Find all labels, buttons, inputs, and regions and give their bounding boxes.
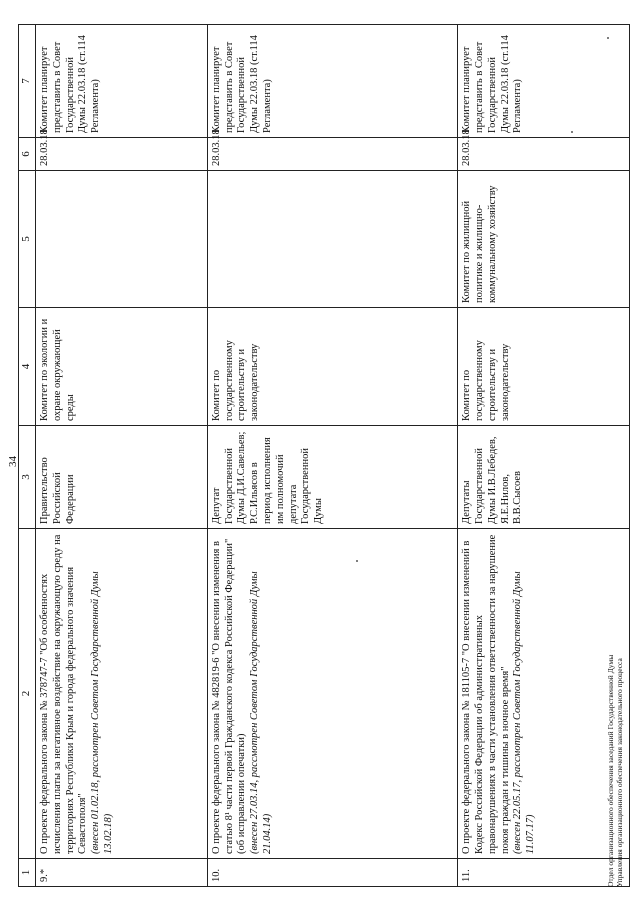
co-committee-cell (36, 171, 208, 308)
page-number: 34 (7, 456, 19, 467)
row-number: 9.* (36, 859, 208, 887)
scan-speck (356, 560, 358, 562)
date-cell: 28.03.18 (207, 138, 457, 171)
initiator-cell: Депутат Государственной Думы Д.И.Савельев; Р.С.Ильясов в период исполнения им полномочий депутата Государственной Думы (207, 426, 457, 529)
row-number: 10. (207, 859, 457, 887)
co-committee-cell: Комитет по жилищной политике и жилищно-коммунальному хозяйству (458, 171, 630, 308)
bill-title: О проекте федерального закона № 378747-7 "Об особенностях исчисления платы за негативное воздействие на окружающую среду на территориях Республики Крым и города федерального значения Севастополя" (39, 534, 89, 854)
bill-cell (36, 529, 208, 859)
table-row (458, 25, 630, 887)
table-row (207, 25, 457, 887)
page-footer (606, 655, 625, 887)
scan-speck (607, 37, 609, 39)
header-cell-4: 4 (19, 308, 36, 426)
footer-line-2: Управления организационного обеспечения законодательного процесса (615, 658, 625, 887)
committee-cell: Комитет по государственному строительству и законодательству (207, 308, 457, 426)
bill-note: (внесен 01.02.18, рассмотрен Советом Государственной Думы 13.02.18) (90, 571, 114, 854)
bills-table (18, 24, 630, 887)
initiator-cell: Депутаты Государственной Думы И.В.Лебедев, Я.Е.Нилов, В.В.Сысоев (458, 426, 630, 529)
committee-cell: Комитет по экологии и охране окружающей среды (36, 308, 208, 426)
scan-speck (571, 131, 573, 133)
header-cell-2: 2 (19, 529, 36, 859)
bill-note: (внесен 22.05.17, рассмотрен Советом Государственной Думы 11.07.17) (512, 571, 537, 854)
table-row (36, 25, 208, 887)
decision-cell: Комитет планирует представить в Совет Государственной Думы 22.03.18 (ст.114 Регламента) (458, 25, 630, 138)
footer-line-1: Отдел организационного обеспечения заседаний Государственной Думы (606, 654, 615, 887)
header-cell-5: 5 (19, 171, 36, 308)
header-cell-3: 3 (19, 426, 36, 529)
header-row (19, 25, 36, 887)
bill-title: О проекте федерального закона № 482819-6 "О внесении изменения в статью 8¹ части первой Гражданского кодекса Российской Федерации" (об исправлении опечатки) (210, 538, 248, 854)
date-cell: 28.03.18 (458, 138, 630, 171)
bill-cell (207, 529, 457, 859)
date-cell: 28.03.18 (36, 138, 208, 171)
bill-cell (458, 529, 630, 859)
bill-note: (внесен 27.03.14, рассмотрен Советом Государственной Думы 21.04.14) (249, 571, 273, 854)
decision-cell: Комитет планирует представить в Совет Государственной Думы 22.03.18 (ст.114 Регламента) (207, 25, 457, 138)
bill-title: О проекте федерального закона № 181105-7 "О внесении изменений в Кодекс Российской Федерации об административных правонарушениях в части установления ответственности за нарушение покоя граждан и тишины в ночное время" (461, 534, 511, 854)
initiator-cell: Правительство Российской Федерации (36, 426, 208, 529)
header-cell-7: 7 (19, 25, 36, 138)
committee-cell: Комитет по государственному строительству и законодательству (458, 308, 630, 426)
header-cell-1: 1 (19, 859, 36, 887)
co-committee-cell (207, 171, 457, 308)
header-cell-6: 6 (19, 138, 36, 171)
decision-cell: Комитет планирует представить в Совет Государственной Думы 22.03.18 (ст.114 Регламента) (36, 25, 208, 138)
row-number: 11. (458, 859, 630, 887)
